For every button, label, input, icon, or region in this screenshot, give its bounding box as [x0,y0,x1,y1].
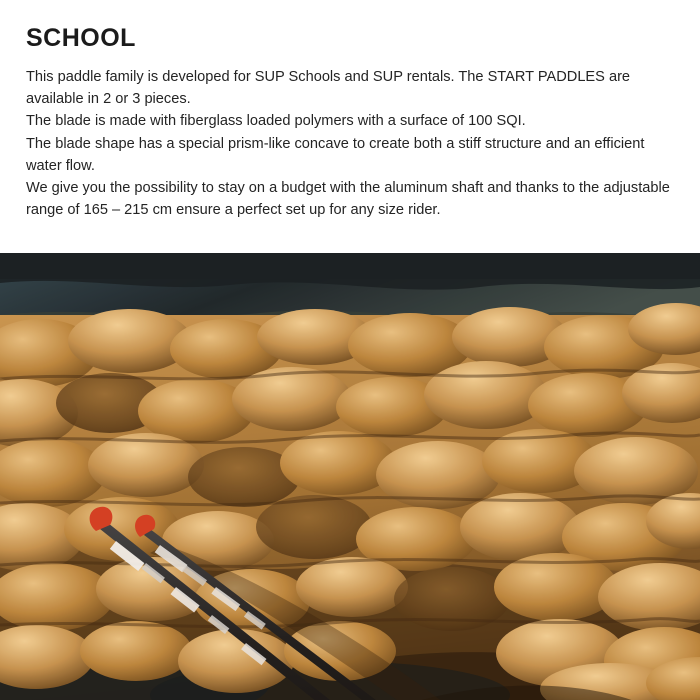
paragraph-1: This paddle family is developed for SUP Schools and SUP rentals. The START PADDLES are available in 2 or 3 pieces. [26,69,631,108]
paragraph-2: The blade is made with fiberglass loaded polymers with a surface of 100 SQI. [26,113,526,130]
text-block [0,0,700,253]
page-title: SCHOOL [26,24,136,52]
paragraph-4: We give you the possibility to stay on a budget with the aluminum shaft and thanks to the adjustable range of 165 – 215 cm ensure a perfect set up for any size rider. [26,179,670,219]
body-copy [26,66,674,221]
paragraph-3: The blade shape has a special prism-like concave to create both a stiff structure and an efficient water flow. [26,135,645,174]
paddle-photo-illustration [0,253,700,700]
paddle-photo [0,253,700,700]
